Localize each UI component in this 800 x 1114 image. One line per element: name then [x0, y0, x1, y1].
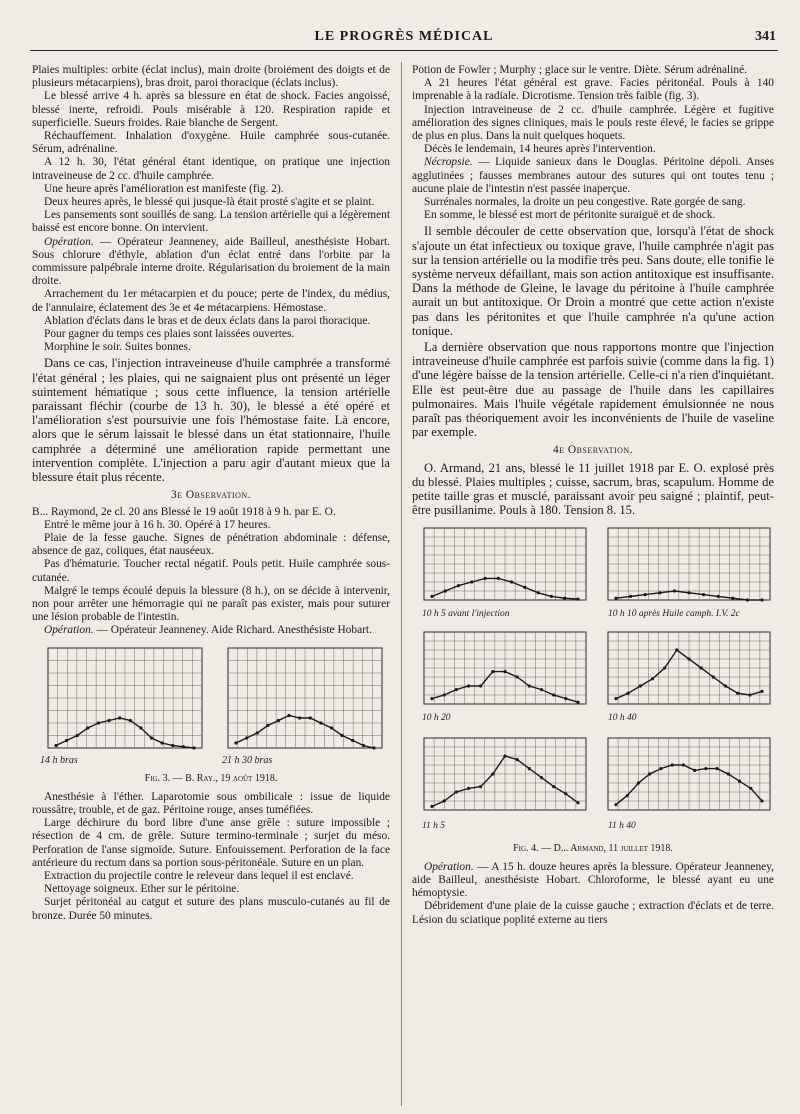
section-heading: 4e Observation.: [552, 444, 634, 457]
chart-fig4-2: [596, 522, 774, 612]
data-point: [576, 700, 579, 703]
necropsy-label: Nécropsie.: [424, 156, 473, 169]
paragraph: Décès le lendemain, 14 heures après l'intervention.: [424, 143, 656, 156]
data-point: [455, 688, 458, 691]
paragraph: En somme, le blessé est mort de péritonite suraiguë et de shock.: [424, 209, 716, 222]
paragraph: Débridement d'une plaie de la cuisse gauche ; extraction d'éclats et de terre. Lésion du sciatique poplité externe au tiers: [412, 900, 774, 926]
data-point: [523, 585, 526, 588]
data-point: [161, 741, 164, 744]
data-point: [298, 716, 301, 719]
left-column: [32, 64, 390, 1110]
data-point: [564, 792, 567, 795]
data-point: [614, 803, 617, 806]
column-divider: [401, 62, 402, 1106]
data-point: [430, 594, 433, 597]
data-point: [760, 598, 763, 601]
page-number: 341: [755, 29, 776, 44]
data-point: [738, 779, 741, 782]
data-point: [746, 598, 749, 601]
data-point: [234, 741, 237, 744]
operation-label: Opération.: [424, 860, 474, 873]
data-point: [76, 733, 79, 736]
data-point: [516, 675, 519, 678]
paragraph: Nettoyage soigneux. Ether sur le péritoine.: [44, 883, 240, 896]
data-point: [97, 721, 100, 724]
data-point: [256, 731, 259, 734]
data-point: [724, 684, 727, 687]
data-point: [736, 691, 739, 694]
data-point: [563, 596, 566, 599]
data-point: [118, 716, 121, 719]
data-point: [309, 716, 312, 719]
paragraph: Anesthésie à l'éther. Laparotomie sous ombilicale : issue de liquide roussâtre, trouble, et de gaz. Péritoine rouge, anses tuméfiées.: [32, 790, 390, 816]
paragraph: Ablation d'éclats dans le bras et de deux éclats dans la paroi thoracique.: [44, 314, 371, 327]
chart-note: 10 h 40: [608, 712, 637, 723]
chart-note: 10 h 5 avant l'injection: [422, 608, 510, 619]
page-header: [30, 26, 778, 51]
data-point: [86, 726, 89, 729]
data-point: [648, 772, 651, 775]
paragraph: Potion de Fowler ; Murphy ; glace sur le ventre. Diète. Sérum adrénaliné.: [412, 64, 747, 76]
chart-note: 11 h 5: [422, 820, 446, 831]
data-point: [467, 684, 470, 687]
operation-label: Opération.: [44, 624, 94, 637]
data-point: [171, 743, 174, 746]
data-point: [483, 576, 486, 579]
data-point: [510, 580, 513, 583]
paragraph: Le blessé arrive 4 h. après sa blessure en état de shock. Facies angoissé, blessé inerte, refroidi. Pouls misérable à 120. Respiration rapide et superficielle. Sueurs froides. Raie blanche de Sergent.: [32, 90, 390, 129]
figure-3: [32, 642, 390, 770]
paragraph: Extraction du projectile contre le releveur dans lequel il est enclavé.: [44, 869, 354, 882]
section-heading: 3e Observation.: [170, 489, 252, 502]
data-point: [129, 718, 132, 721]
data-point: [443, 799, 446, 802]
data-point: [715, 767, 718, 770]
data-point: [192, 746, 195, 749]
paragraph: Pas d'hématurie. Toucher rectal négatif. Pouls petit. Huile camphrée sous-cutanée.: [32, 558, 390, 584]
paragraph: [32, 624, 390, 637]
data-point: [687, 657, 690, 660]
chart-note: 10 h 20: [422, 712, 451, 723]
paragraph: Dans ce cas, l'injection intraveineuse d'huile camphrée a transformé l'état général ; les plaies, qui ne saignaient plus ont présenté un léger suintement hématique ; sous cette influence, la tension artérielle paraissant fléchir (courbe de 13 h. 30), le blessé a été opéré et l'amélioration s'est poursuivie une fois l'hémostase faite. Là encore, alors que le sérum laissait le blessé dans un état stationnaire, l'huile camphrée a déterminé une amélioration rapide permettant une intervention complète. L'injection a paru agir d'autant mieux que la blessure était plus récente.: [32, 356, 390, 485]
data-point: [626, 794, 629, 797]
data-point: [467, 786, 470, 789]
paragraph: Plaies multiples: orbite (éclat inclus), main droite (broiement des doigts et de plusieurs métacarpiens), bras droit, paroi thoracique (éclats inclus).: [32, 64, 390, 90]
data-point: [550, 594, 553, 597]
paragraph: B... Raymond, 2e cl. 20 ans Blessé le 19 août 1918 à 9 h. par E. O.: [32, 505, 336, 518]
data-point: [727, 772, 730, 775]
data-point: [675, 648, 678, 651]
data-point: [673, 589, 676, 592]
chart-note: 10 h 10 après Huile camph. I.V. 2c: [608, 608, 740, 619]
data-point: [455, 790, 458, 793]
paragraph: Les pansements sont souillés de sang. La tension artérielle qui a légèrement baissé est encore bonne. On intervient.: [32, 209, 390, 235]
chart-fig4-5: [412, 732, 590, 822]
chart-fig4-3: [412, 626, 590, 716]
paragraph: Morphine le soir. Suites bonnes.: [44, 341, 191, 354]
data-point: [712, 675, 715, 678]
data-point: [443, 693, 446, 696]
data-point: [362, 743, 365, 746]
data-point: [552, 693, 555, 696]
data-point: [627, 691, 630, 694]
data-point: [540, 776, 543, 779]
data-point: [54, 743, 57, 746]
chart-note: 21 h 30 bras: [222, 754, 273, 766]
paragraph: A 21 heures l'état général est grave. Facies péritonéal. Pouls à 140 imprenable à la radiale. Dicrotisme. Tension très faible (fig. 3).: [412, 77, 774, 103]
data-point: [341, 733, 344, 736]
paragraph-text: — Liquide sanieux dans le Douglas. Péritoine dépoli. Anses agglutinées ; fausses membranes autour des sutures qui ont toutes tenu ; aucune plaie de l'intestin n'est passée inaperçue.: [412, 156, 774, 195]
paragraph-text: — A 15 h. douze heures après la blessure. Opérateur Jeanneney, aide Bailleul, anesthésiste Hobart. Chloroforme, le blessé ayant eu une hémoptysie.: [412, 860, 774, 900]
paragraph: O. Armand, 21 ans, blessé le 11 juillet 1918 par E. O. explosé près du blessé. Plaies multiples ; cuisse, sacrum, bras, scapulum. Homme de petite taille gras et musclé, paraissant avoir peu saigné ; plaintif, peut-être pusillanime. Pouls à 180. Tension 8. 15.: [412, 460, 774, 518]
figure-caption: Fig. 4. — D... Armand, 11 juillet 1918.: [513, 842, 673, 854]
data-point: [372, 746, 375, 749]
data-point: [457, 584, 460, 587]
figure-caption: Fig. 3. — B. Ray., 19 août 1918.: [144, 772, 278, 784]
data-point: [444, 589, 447, 592]
data-point: [702, 593, 705, 596]
data-point: [479, 785, 482, 788]
data-point: [658, 591, 661, 594]
data-point: [516, 758, 519, 761]
paragraph: A 12 h. 30, l'état général étant identique, on pratique une injection intraveineuse de 2 cc. d'huile camphrée.: [32, 156, 390, 182]
data-point: [528, 684, 531, 687]
paragraph: Arrachement du 1er métacarpien et du pouce; perte de l'index, du médius, de l'annulaire, éclatement des 3e et 4e métacarpiens. Hémostase.: [32, 288, 390, 314]
data-point: [671, 763, 674, 766]
paragraph: Malgré le temps écoulé depuis la blessure (8 h.), on se décide à intervenir, non pour arrêter une hémorragie qui ne paraît pas exister, mais pour suturer une lésion probable de l'intestin.: [32, 584, 390, 624]
chart-fig4-6: [596, 732, 774, 822]
data-point: [497, 576, 500, 579]
paragraph: La dernière observation que nous rapportons montre que l'injection intraveineuse d'huile camphrée est parfois suivie (comme dans la fig. 1) d'une légère baisse de la tension artérielle. Celle-ci n'a rien d'inquiétant. Elle est peut-être due au passage de l'huile dans les capillaires pulmonaires. Mais l'huile végétale rapidement émulsionnée ne nous paraît pas théoriquement avoir les inconvénients de l'huile de vaseline par exemple.: [412, 340, 774, 440]
data-point: [107, 718, 110, 721]
data-point: [760, 689, 763, 692]
data-point: [540, 688, 543, 691]
data-point: [659, 767, 662, 770]
data-point: [430, 804, 433, 807]
data-point: [528, 767, 531, 770]
data-point: [576, 597, 579, 600]
data-point: [266, 723, 269, 726]
data-point: [139, 726, 142, 729]
chart-fig4-1: [412, 522, 590, 612]
paragraph: Une heure après l'amélioration est manifeste (fig. 2).: [44, 182, 284, 195]
data-point: [637, 781, 640, 784]
paragraph: [32, 236, 390, 289]
data-point: [693, 768, 696, 771]
data-point: [537, 591, 540, 594]
data-point: [245, 736, 248, 739]
data-point: [65, 738, 68, 741]
paragraph: Réchauffement. Inhalation d'oxygène. Huile camphrée sous-cutanée. Sérum, adrénaline.: [32, 130, 390, 156]
data-point: [663, 666, 666, 669]
paragraph: Large déchirure du bord libre d'une anse grêle : suture impossible ; résection de 4 cm. de grêle. Suture termino-terminale ; surjet du méso. Perforation de l'anse sigmoïde. Suture. Enfouissement. Perforation de la face antérieure du rectum dans sa portion sous-péritonéale. Suture en un plan.: [32, 817, 390, 869]
chart-fig4-4: [596, 626, 774, 716]
paragraph: Deux heures après, le blessé qui jusque-là était prosté s'agite et se plaint.: [44, 196, 375, 209]
data-point: [731, 596, 734, 599]
data-point: [749, 786, 752, 789]
data-point: [430, 697, 433, 700]
paragraph: Pour gagner du temps ces plaies sont laissées ouvertes.: [44, 328, 295, 341]
paragraph: Injection intraveineuse de 2 cc. d'huile camphrée. Légère et fugitive amélioration des signes cliniques, mais le pouls reste élevé, le facies se grippe de plus en plus. Dans la nuit quelques hoquets.: [412, 103, 774, 143]
paragraph: Il semble découler de cette observation que, lorsqu'à l'état de shock s'ajoute un état infectieux ou toxique grave, l'huile camphrée n'agit pas sur la tension artérielle ou la modifie très peu. Sans doute, elle tonifie le système nerveux défaillant, mais son action antitoxique est insuffisante. Dans la méthode de Gleine, le lavage du péritoine à l'huile camphrée aurait un but antitoxique. Or Droin a montré que cette action n'existe pas dans les péritonites et que l'huile camphrée n'a qu'une action tonique.: [412, 224, 774, 338]
right-column: [412, 64, 774, 1110]
chart-fig3-b: [216, 642, 386, 760]
data-point: [150, 736, 153, 739]
data-point: [760, 799, 763, 802]
data-point: [748, 693, 751, 696]
paragraph: Entré le même jour à 16 h. 30. Opéré à 17 heures.: [44, 518, 271, 531]
paragraph: Surjet péritonéal au catgut et suture des plans musculo-cutanés au fil de bronze. Durée 50 minutes.: [32, 896, 390, 922]
data-point: [552, 785, 555, 788]
data-point: [717, 594, 720, 597]
data-point: [651, 677, 654, 680]
data-point: [470, 580, 473, 583]
paragraph: Plaie de la fesse gauche. Signes de pénétration abdominale : défense, absence de gaz, coliques, état nauséeux.: [32, 531, 390, 558]
data-point: [629, 594, 632, 597]
data-point: [614, 596, 617, 599]
paragraph-text: — Opérateur Jeanneney, aide Bailleul, anesthésiste Hobart. Sous chlorure d'éthyle, ablation d'un éclat entré dans l'orbite par la commissure palpébrale interne droite. Régularisation du broiement de la main droite.: [32, 235, 390, 288]
chart-note: 14 h bras: [40, 754, 78, 766]
paragraph-text: — Opérateur Jeanneney. Aide Richard. Anesthésiste Hobart.: [93, 624, 372, 637]
data-point: [503, 754, 506, 757]
data-point: [277, 718, 280, 721]
data-point: [491, 772, 494, 775]
data-point: [614, 697, 617, 700]
data-point: [704, 767, 707, 770]
data-point: [564, 697, 567, 700]
data-point: [687, 591, 690, 594]
data-point: [644, 593, 647, 596]
data-point: [319, 721, 322, 724]
figure-4: [412, 522, 774, 840]
data-point: [682, 763, 685, 766]
data-point: [182, 745, 185, 748]
chart-note: 11 h 40: [608, 820, 636, 831]
data-point: [351, 738, 354, 741]
data-point: [287, 713, 290, 716]
data-point: [491, 670, 494, 673]
operation-label: Opération.: [44, 235, 94, 248]
data-point: [503, 670, 506, 673]
paragraph: [412, 156, 774, 196]
journal-title: LE PROGRÈS MÉDICAL: [314, 29, 494, 44]
chart-fig3-a: [36, 642, 206, 760]
data-point: [700, 666, 703, 669]
paragraph: Surrénales normales, la droite un peu congestive. Rate gorgée de sang.: [424, 196, 746, 209]
data-point: [576, 801, 579, 804]
paragraph: [412, 861, 774, 901]
data-point: [330, 726, 333, 729]
data-point: [479, 684, 482, 687]
data-point: [639, 684, 642, 687]
